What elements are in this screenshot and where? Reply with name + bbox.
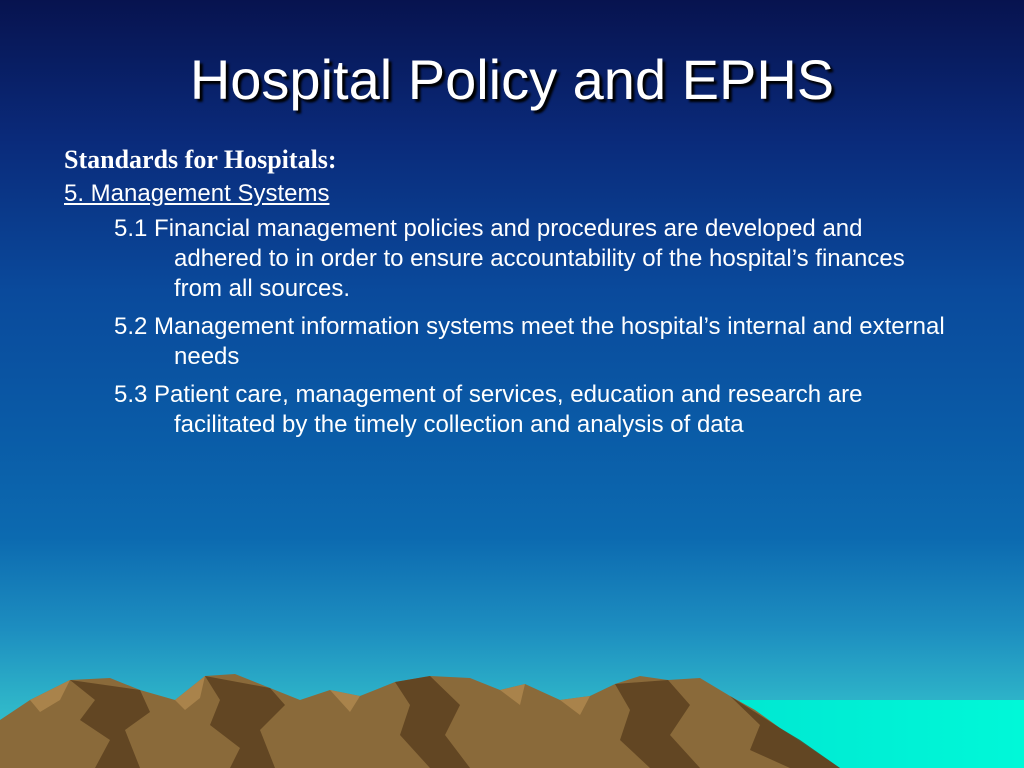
list-item: 5.1 Financial management policies and procedures are developed and adhered to in order to ensure accountability of the hospital’s finances from all sources.	[114, 215, 905, 302]
section-heading: 5. Management Systems	[64, 180, 330, 207]
list-item: 5.3 Patient care, management of services, education and research are facilitated by the timely collection and analysis of data	[114, 381, 863, 438]
standards-list	[64, 214, 984, 440]
list-item: 5.2 Management information systems meet the hospital’s internal and external needs	[114, 313, 945, 370]
slide-title: Hospital Policy and EPHS	[189, 48, 835, 111]
slide-content	[64, 142, 984, 448]
subheading: Standards for Hospitals:	[64, 145, 337, 174]
